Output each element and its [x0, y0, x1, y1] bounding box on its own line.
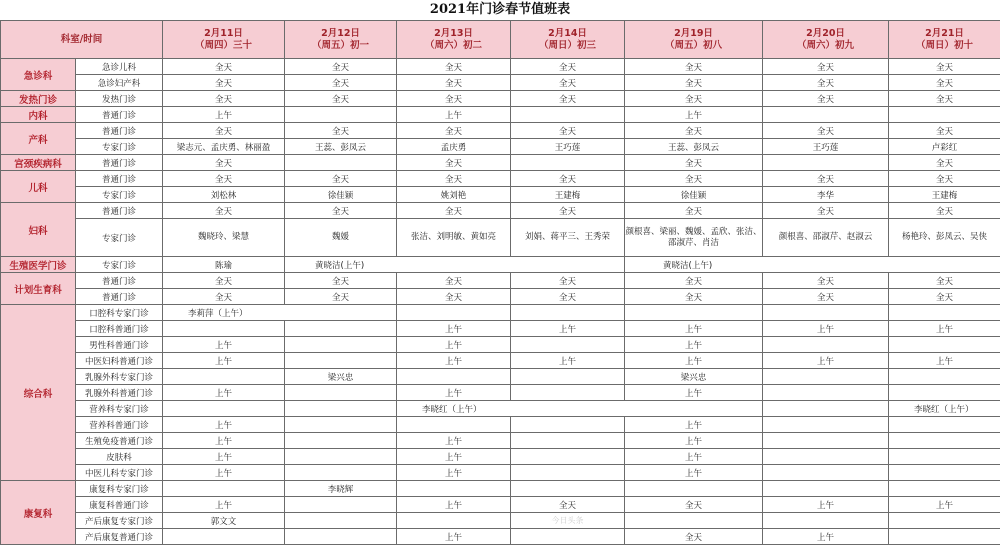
cell: 上午: [397, 497, 511, 513]
dept-cervical: 宫颈疾病科: [1, 155, 76, 171]
cell: 李莉萍（上午）: [163, 305, 397, 321]
cell: 全天: [763, 59, 889, 75]
cell: 上午: [397, 385, 511, 401]
cell: 上午: [397, 321, 511, 337]
cell: [889, 433, 1000, 449]
cell: 李华: [763, 187, 889, 203]
cell: [285, 529, 397, 545]
cell: [511, 529, 625, 545]
cell: 孟庆勇: [397, 139, 511, 155]
cell: 王蕊、彭凤云: [285, 139, 397, 155]
cell: [163, 529, 285, 545]
dept-internal: 内科: [1, 107, 76, 123]
cell: 全天: [397, 91, 511, 107]
cell: 全天: [285, 75, 397, 91]
header-day-3: 2月13日 （周六）初二: [397, 21, 511, 59]
cell: 梁兴忠: [285, 369, 397, 385]
cell: 张洁、刘明敏、黄如亮: [397, 219, 511, 257]
cell: [889, 385, 1000, 401]
cell: 杨艳玲、彭凤云、吴侠: [889, 219, 1000, 257]
cell: [285, 337, 397, 353]
cell: [763, 107, 889, 123]
cell: 上午: [163, 353, 285, 369]
dept-general: 综合科: [1, 305, 76, 481]
cell: 上午: [625, 465, 763, 481]
cell: 上午: [397, 529, 511, 545]
cell: [285, 401, 397, 417]
cell: [889, 417, 1000, 433]
header-day-2: 2月12日 （周五）初一: [285, 21, 397, 59]
cell: 上午: [511, 353, 625, 369]
cell: 上午: [625, 337, 763, 353]
cell: [763, 305, 889, 321]
cell: 刘娟、蒋平三、王秀荣: [511, 219, 625, 257]
cell: 全天: [397, 123, 511, 139]
cell: [397, 481, 511, 497]
cell: 全天: [625, 171, 763, 187]
cell: 上午: [163, 417, 285, 433]
dept-emergency: 急诊科: [1, 59, 76, 91]
row-label: 产后康复普通门诊: [76, 529, 163, 545]
cell: 上午: [763, 321, 889, 337]
cell: [763, 513, 889, 529]
cell: 梁兴忠: [625, 369, 763, 385]
cell: 上午: [763, 353, 889, 369]
cell: 全天: [397, 171, 511, 187]
header-day-5: 2月19日 （周五）初八: [625, 21, 763, 59]
cell: [763, 433, 889, 449]
cell: [285, 449, 397, 465]
cell: 全天: [511, 203, 625, 219]
cell: [889, 481, 1000, 497]
cell: [763, 465, 889, 481]
cell: [511, 433, 625, 449]
row-label: 急诊妇产科: [76, 75, 163, 91]
cell: 上午: [625, 107, 763, 123]
cell: 上午: [397, 107, 511, 123]
row-label: 普通门诊: [76, 123, 163, 139]
cell: [397, 417, 511, 433]
cell: 全天: [625, 155, 763, 171]
cell: 李晓辉: [285, 481, 397, 497]
cell: 全天: [397, 273, 511, 289]
cell: 全天: [625, 497, 763, 513]
cell: 上午: [889, 321, 1000, 337]
cell: [397, 369, 511, 385]
row-label: 乳腺外科专家门诊: [76, 369, 163, 385]
cell: 全天: [285, 123, 397, 139]
cell: 全天: [889, 289, 1000, 305]
cell: [285, 513, 397, 529]
cell: [163, 401, 285, 417]
cell: 全天: [763, 203, 889, 219]
cell: 上午: [397, 337, 511, 353]
cell: 全天: [163, 273, 285, 289]
cell: 上午: [163, 497, 285, 513]
cell: [889, 107, 1000, 123]
cell: [163, 321, 285, 337]
cell: 颜根喜、梁丽、魏媛、孟欣、张洁、邵淑芹、肖洁: [625, 219, 763, 257]
cell: 上午: [163, 385, 285, 401]
row-label: 皮肤科: [76, 449, 163, 465]
cell: 上午: [163, 449, 285, 465]
cell: 李晓红（上午）: [889, 401, 1000, 417]
cell: 全天: [889, 75, 1000, 91]
cell: 全天: [285, 273, 397, 289]
row-label: 急诊儿科: [76, 59, 163, 75]
row-label: 专家门诊: [76, 187, 163, 203]
cell: 全天: [625, 203, 763, 219]
dept-fever: 发热门诊: [1, 91, 76, 107]
cell: [511, 449, 625, 465]
cell: 全天: [625, 91, 763, 107]
cell: [763, 401, 889, 417]
row-label: 普通门诊: [76, 289, 163, 305]
row-label: 产后康复专家门诊: [76, 513, 163, 529]
cell: [511, 155, 625, 171]
cell: [625, 513, 763, 529]
cell: 上午: [163, 433, 285, 449]
cell: 全天: [511, 273, 625, 289]
cell: [889, 465, 1000, 481]
cell: 全天: [763, 91, 889, 107]
row-label: 专家门诊: [76, 139, 163, 155]
cell: 全天: [163, 203, 285, 219]
cell: 黄晓洁(上午): [625, 257, 1000, 273]
dept-reproductive: 生殖医学门诊: [1, 257, 76, 273]
cell: [511, 417, 625, 433]
cell: 全天: [163, 155, 285, 171]
cell: [763, 337, 889, 353]
cell: 全天: [625, 59, 763, 75]
cell: 魏媛: [285, 219, 397, 257]
cell: 全天: [889, 91, 1000, 107]
cell: 全天: [285, 59, 397, 75]
cell: 徐佳颖: [285, 187, 397, 203]
cell: 上午: [397, 433, 511, 449]
cell: 王巧莲: [763, 139, 889, 155]
cell: [511, 337, 625, 353]
cell: 全天: [763, 273, 889, 289]
row-label: 发热门诊: [76, 91, 163, 107]
dept-rehab: 康复科: [1, 481, 76, 545]
row-label: 男性科普通门诊: [76, 337, 163, 353]
cell: 王蕊、彭凤云: [625, 139, 763, 155]
cell: 刘松林: [163, 187, 285, 203]
header-day-6: 2月20日 （周六）初九: [763, 21, 889, 59]
cell: 全天: [625, 529, 763, 545]
cell: 上午: [625, 321, 763, 337]
cell: 上午: [625, 417, 763, 433]
cell: [763, 481, 889, 497]
cell: 全天: [763, 75, 889, 91]
cell: [511, 385, 625, 401]
cell: [625, 305, 763, 321]
row-label: 中医妇科普通门诊: [76, 353, 163, 369]
cell: 上午: [763, 529, 889, 545]
cell: 全天: [763, 289, 889, 305]
row-label: 口腔科专家门诊: [76, 305, 163, 321]
cell: 上午: [625, 449, 763, 465]
cell: 全天: [163, 171, 285, 187]
cell: [763, 449, 889, 465]
cell: 上午: [625, 353, 763, 369]
cell: [511, 369, 625, 385]
row-label: 康复科普通门诊: [76, 497, 163, 513]
cell: 全天: [397, 155, 511, 171]
cell: 上午: [625, 433, 763, 449]
cell: [763, 385, 889, 401]
cell: 上午: [511, 321, 625, 337]
page-title: 2021年门诊春节值班表: [429, 2, 571, 17]
cell: 上午: [163, 465, 285, 481]
row-label: 康复科专家门诊: [76, 481, 163, 497]
cell: [889, 529, 1000, 545]
cell: 上午: [889, 353, 1000, 369]
cell: 全天: [511, 289, 625, 305]
cell: 全天: [285, 171, 397, 187]
cell: 全天: [285, 91, 397, 107]
cell: 全天: [511, 171, 625, 187]
cell: [511, 305, 625, 321]
cell: 上午: [163, 337, 285, 353]
cell: 上午: [397, 353, 511, 369]
cell: 全天: [889, 123, 1000, 139]
cell: 梁志元、孟庆勇、林丽盈: [163, 139, 285, 155]
cell: [763, 155, 889, 171]
cell: [285, 417, 397, 433]
cell: 全天: [511, 123, 625, 139]
dept-pediatrics: 儿科: [1, 171, 76, 203]
cell: [889, 305, 1000, 321]
row-label: 专家门诊: [76, 257, 163, 273]
cell: 全天: [889, 155, 1000, 171]
cell: [625, 481, 763, 497]
cell: [511, 107, 625, 123]
cell: 王巧莲: [511, 139, 625, 155]
row-label: 普通门诊: [76, 171, 163, 187]
cell: 全天: [397, 289, 511, 305]
cell: [285, 385, 397, 401]
cell: [397, 305, 511, 321]
cell: 全天: [889, 171, 1000, 187]
row-label: 专家门诊: [76, 219, 163, 257]
cell: 上午: [163, 107, 285, 123]
cell: 全天: [889, 203, 1000, 219]
cell: 颜根喜、邵淑芹、赵淑云: [763, 219, 889, 257]
cell: [889, 369, 1000, 385]
cell: 全天: [163, 91, 285, 107]
cell: 全天: [889, 59, 1000, 75]
row-label: 普通门诊: [76, 273, 163, 289]
cell: [163, 481, 285, 497]
cell: 全天: [625, 289, 763, 305]
cell: 全天: [285, 289, 397, 305]
cell: 全天: [511, 59, 625, 75]
cell: 全天: [163, 75, 285, 91]
cell: 姚刘艳: [397, 187, 511, 203]
row-label: 乳腺外科普通门诊: [76, 385, 163, 401]
cell: 全天: [763, 123, 889, 139]
cell: 徐佳颖: [625, 187, 763, 203]
cell: [889, 513, 1000, 529]
row-label: 营养科专家门诊: [76, 401, 163, 417]
cell: [511, 465, 625, 481]
cell: [285, 433, 397, 449]
header-corner: 科室/时间: [1, 21, 163, 59]
row-label: 普通门诊: [76, 107, 163, 123]
header-day-1: 2月11日 （周四）三十: [163, 21, 285, 59]
cell: [889, 449, 1000, 465]
cell: 上午: [889, 497, 1000, 513]
cell: [763, 417, 889, 433]
row-label: 生殖免疫普通门诊: [76, 433, 163, 449]
header-day-7: 2月21日 （周日）初十: [889, 21, 1000, 59]
cell: [285, 107, 397, 123]
cell: [163, 369, 285, 385]
cell: 魏晓玲、梁慧: [163, 219, 285, 257]
dept-gynecology: 妇科: [1, 203, 76, 257]
row-label: 口腔科普通门诊: [76, 321, 163, 337]
cell: [285, 353, 397, 369]
cell: [397, 513, 511, 529]
cell: [285, 155, 397, 171]
cell: 王建梅: [511, 187, 625, 203]
row-label: 营养科普通门诊: [76, 417, 163, 433]
cell: 全天: [625, 273, 763, 289]
cell: 郭文文: [163, 513, 285, 529]
cell: [285, 321, 397, 337]
cell: 陈瑜: [163, 257, 285, 273]
row-label: 普通门诊: [76, 155, 163, 171]
cell: 李晓红（上午）: [397, 401, 763, 417]
cell: 全天: [511, 497, 625, 513]
cell: [889, 337, 1000, 353]
cell: [285, 497, 397, 513]
dept-obstetrics: 产科: [1, 123, 76, 155]
cell: 上午: [625, 385, 763, 401]
cell: 全天: [397, 75, 511, 91]
cell: 全天: [163, 123, 285, 139]
cell: [285, 465, 397, 481]
cell: 上午: [763, 497, 889, 513]
cell: [763, 369, 889, 385]
dept-family-planning: 计划生育科: [1, 273, 76, 305]
header-day-4: 2月14日 （周日）初三: [511, 21, 625, 59]
cell: 全天: [625, 75, 763, 91]
row-label: 中医儿科专家门诊: [76, 465, 163, 481]
cell: 全天: [397, 203, 511, 219]
cell: 全天: [163, 59, 285, 75]
cell: 王建梅: [889, 187, 1000, 203]
cell: 全天: [889, 273, 1000, 289]
cell: 全天: [511, 75, 625, 91]
cell: 全天: [511, 91, 625, 107]
cell: 上午: [397, 449, 511, 465]
cell: 全天: [397, 59, 511, 75]
watermark: 今日头条: [511, 513, 625, 529]
cell: 上午: [397, 465, 511, 481]
cell: [511, 481, 625, 497]
cell: 全天: [625, 123, 763, 139]
cell: 全天: [285, 203, 397, 219]
cell: 卢彩红: [889, 139, 1000, 155]
schedule-table: [0, 20, 1000, 545]
cell: 黄晓洁(上午): [285, 257, 625, 273]
row-label: 普通门诊: [76, 203, 163, 219]
cell: 全天: [763, 171, 889, 187]
cell: 全天: [163, 289, 285, 305]
